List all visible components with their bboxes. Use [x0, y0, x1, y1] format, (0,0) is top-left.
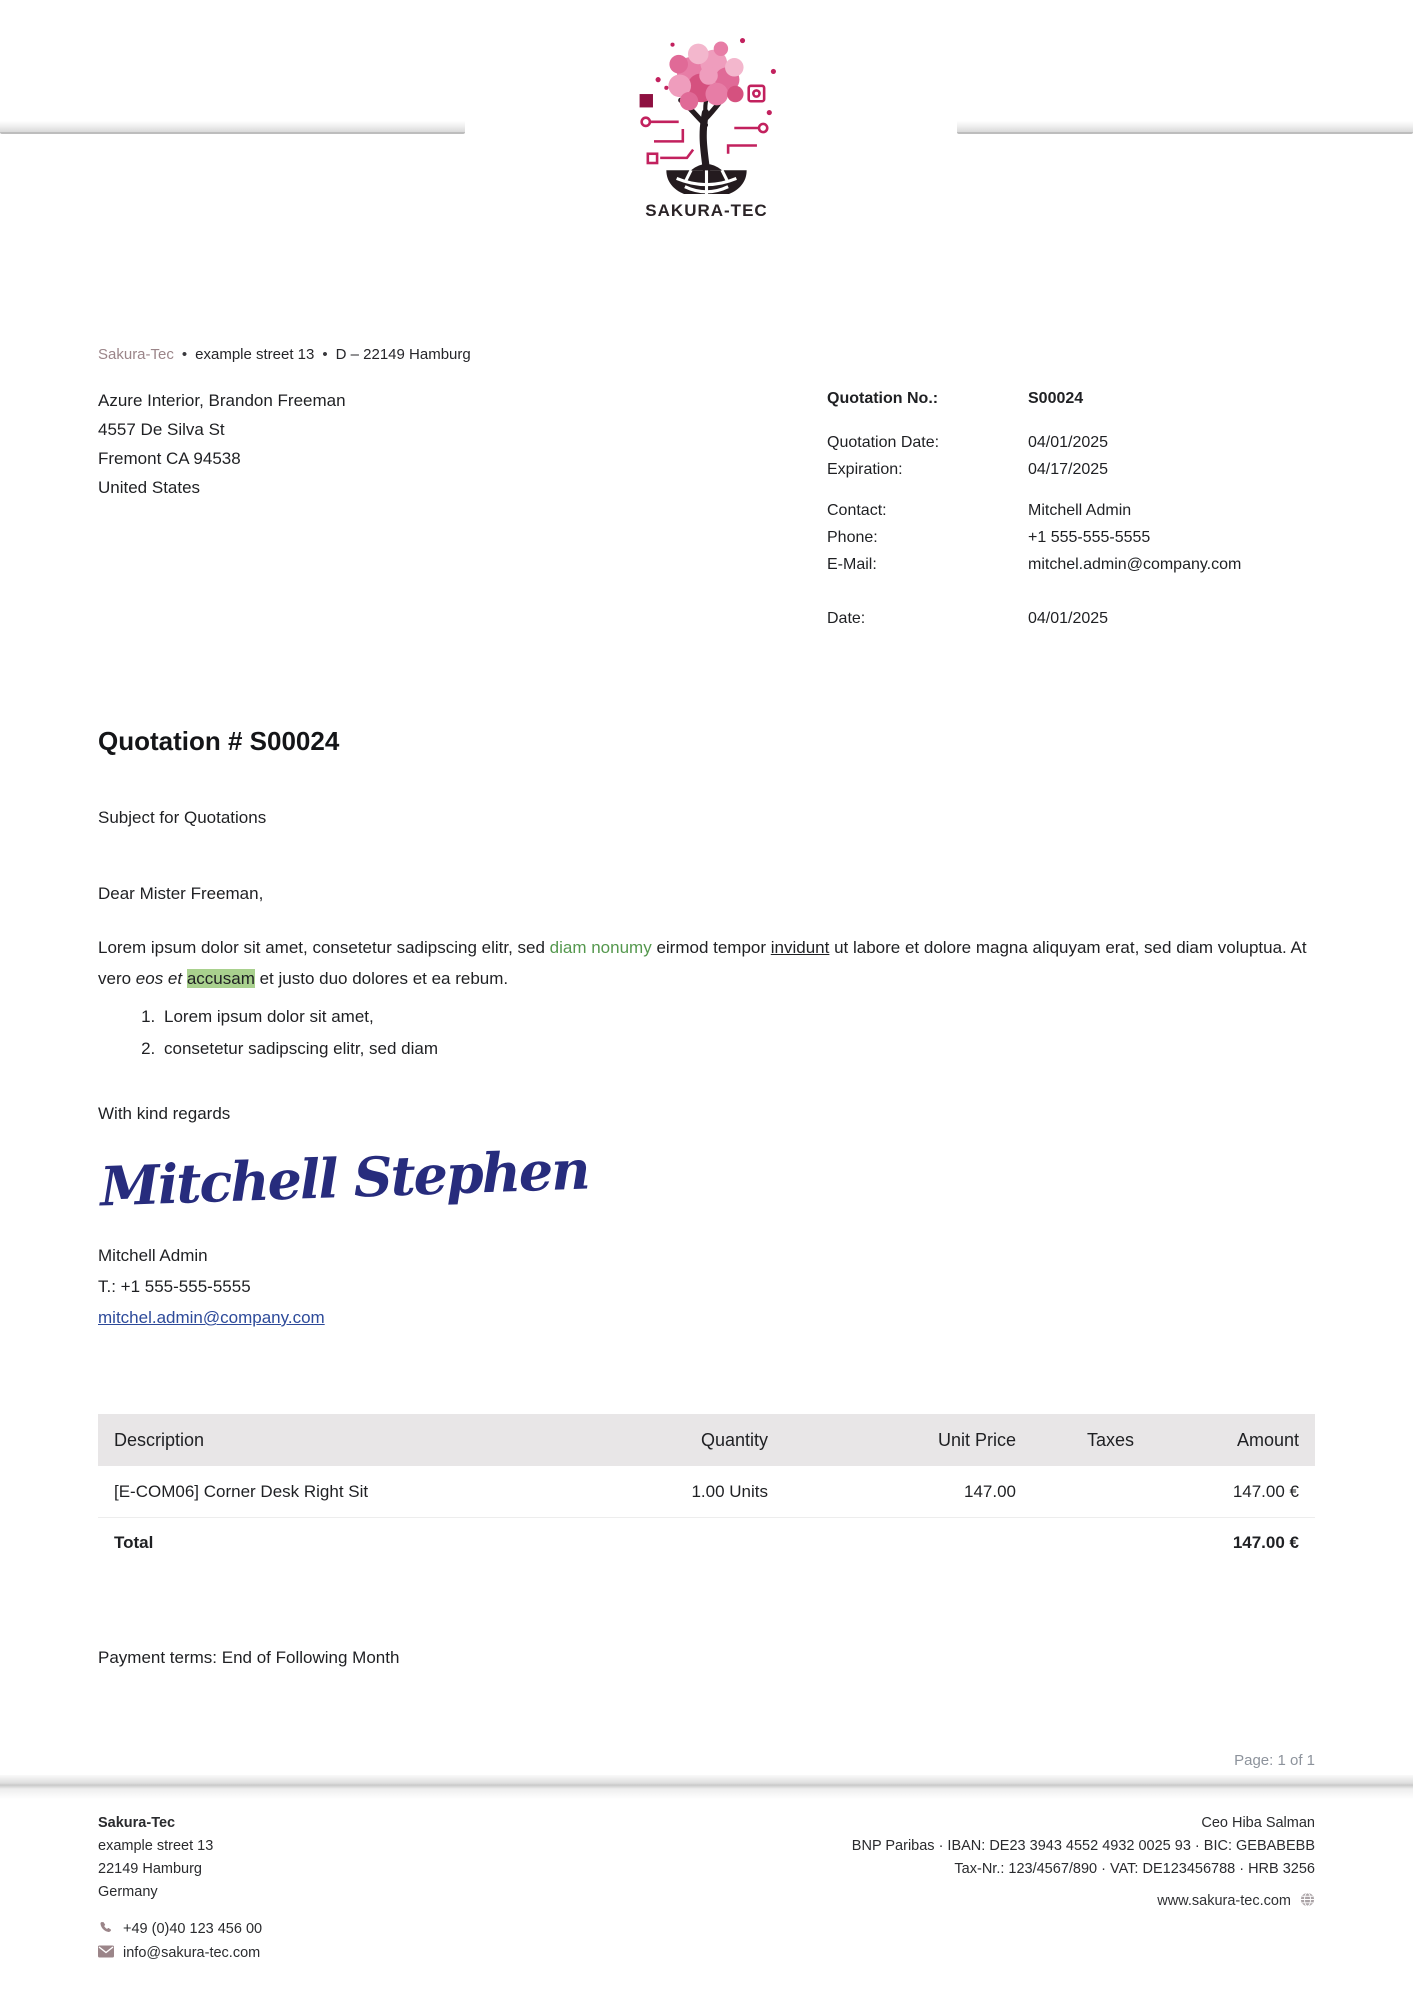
- salutation: Dear Mister Freeman,: [98, 884, 264, 903]
- logo-wordmark: SAKURA-TEC: [645, 201, 768, 220]
- expiration-value: 04/17/2025: [1028, 461, 1109, 478]
- signature-details-block: [98, 1240, 325, 1333]
- list-item: 1. Lorem ipsum dolor sit amet,: [160, 1001, 1320, 1033]
- contact-value: Mitchell Admin: [1028, 502, 1132, 519]
- payment-terms: Payment terms: End of Following Month: [98, 1648, 400, 1667]
- body-paragraph: [98, 932, 1320, 994]
- body-numbered-list: [98, 1001, 1320, 1065]
- footer-company-street: example street 13: [98, 1838, 214, 1854]
- footer-website[interactable]: www.sakura-tec.com: [1157, 1893, 1291, 1909]
- footer-company-block: [98, 1812, 262, 1965]
- quotation-date-label: Quotation Date:: [827, 434, 940, 451]
- footer-website-line: [852, 1890, 1315, 1913]
- list-item: 2. consetetur sadipscing elitr, sed diam: [160, 1033, 1320, 1065]
- total-amount: 147.00 €: [1232, 1533, 1299, 1552]
- cell-amount: 147.00 €: [1134, 1466, 1315, 1518]
- col-header-taxes: Taxes: [1016, 1414, 1134, 1466]
- cell-unit-price: 147.00: [768, 1466, 1016, 1518]
- cherry-blossom-tree-icon: [619, 26, 794, 194]
- body-text-green: diam nonumy: [549, 938, 652, 957]
- footer-email-line: [98, 1941, 262, 1965]
- envelope-icon: [98, 1945, 114, 1958]
- separator-dot: •: [322, 346, 328, 363]
- subject-line: Subject for Quotations: [98, 808, 267, 827]
- footer-ceo: Ceo Hiba Salman: [1201, 1815, 1315, 1831]
- footer-company-city: 22149 Hamburg: [98, 1861, 202, 1877]
- body-text-block: [98, 932, 1320, 1065]
- phone-row: [827, 529, 1150, 547]
- expiration-label: Expiration:: [827, 461, 903, 478]
- quotation-number-row: [827, 390, 1083, 408]
- footer-tax-line: Tax-Nr.: 123/4567/890 · VAT: DE123456788 · HRB 3256: [954, 1861, 1315, 1877]
- recipient-street: 4557 De Silva St: [98, 420, 225, 439]
- col-header-unit-price: Unit Price: [768, 1414, 1016, 1466]
- footer-contact-block: [98, 1917, 262, 1965]
- cell-description: [E-COM06] Corner Desk Right Sit: [98, 1466, 658, 1518]
- quotation-date-row: [827, 434, 1108, 452]
- footer-bank-line: BNP Paribas · IBAN: DE23 3943 4552 4932 0025 93 · BIC: GEBABEBB: [851, 1838, 1315, 1854]
- expiration-row: [827, 461, 1108, 479]
- signer-name: Mitchell Admin: [98, 1246, 208, 1265]
- globe-icon: [1300, 1892, 1315, 1907]
- date-row: [827, 610, 1108, 628]
- top-fold-bar-right: [957, 121, 1413, 134]
- cell-taxes: [1016, 1466, 1134, 1518]
- recipient-country: United States: [98, 478, 201, 497]
- quotation-number-value: S00024: [1028, 390, 1084, 407]
- body-text-plain: Lorem ipsum dolor sit amet, consetetur sadipscing elitr, sed: [98, 938, 550, 957]
- phone-icon: [98, 1921, 114, 1934]
- sender-region: D – 22149 Hamburg: [335, 346, 471, 363]
- page-title: Quotation # S00024: [98, 726, 340, 756]
- col-header-quantity: Quantity: [658, 1414, 768, 1466]
- footer-company-name: Sakura-Tec: [98, 1815, 176, 1831]
- total-label: Total: [114, 1533, 154, 1552]
- line-items-table: [98, 1414, 1315, 1568]
- page-indicator: Page: 1 of 1: [1234, 1752, 1315, 1769]
- body-text-underlined: invidunt: [770, 938, 830, 957]
- top-fold-bar-left: [0, 121, 465, 134]
- footer-phone: +49 (0)40 123 456 00: [123, 1921, 263, 1937]
- recipient-name: Azure Interior, Brandon Freeman: [98, 391, 346, 410]
- company-logo: [577, 26, 837, 221]
- sender-street: example street 13: [195, 346, 315, 363]
- table-total-row: [98, 1518, 1315, 1569]
- separator-dot: •: [181, 346, 188, 363]
- signer-email-link[interactable]: mitchel.admin@company.com: [98, 1308, 325, 1327]
- footer-legal-block: [852, 1812, 1315, 1913]
- phone-label: Phone:: [827, 529, 878, 546]
- footer-divider: [0, 1775, 1413, 1799]
- sender-return-address: [98, 346, 471, 363]
- body-text-plain: ut labore et dolore magna aliquyam erat, sed diam voluptua. At vero: [98, 938, 1307, 988]
- email-value: mitchel.admin@company.com: [1028, 556, 1242, 573]
- col-header-amount: Amount: [1134, 1414, 1315, 1466]
- quotation-number-label: Quotation No.:: [827, 390, 939, 407]
- handwritten-signature: Mitchell Stephen: [99, 1137, 590, 1219]
- contact-label: Contact:: [827, 502, 887, 519]
- footer-email: info@sakura-tec.com: [123, 1945, 261, 1961]
- body-text-highlighted: accusam: [186, 969, 255, 988]
- recipient-city: Fremont CA 94538: [98, 449, 241, 468]
- body-text-italic: eos et: [135, 969, 183, 988]
- date-value: 04/01/2025: [1028, 610, 1109, 627]
- col-header-description: Description: [98, 1414, 658, 1466]
- contact-row: [827, 502, 1131, 520]
- table-row: [98, 1466, 1315, 1518]
- footer-company-country: Germany: [98, 1884, 158, 1900]
- cell-quantity: 1.00 Units: [658, 1466, 768, 1518]
- recipient-address-block: [98, 386, 346, 502]
- date-label: Date:: [827, 610, 866, 627]
- closing-regards: With kind regards: [98, 1104, 231, 1123]
- signer-phone: T.: +1 555-555-5555: [98, 1277, 251, 1296]
- body-text-plain: eirmod tempor: [651, 938, 771, 957]
- quotation-date-value: 04/01/2025: [1028, 434, 1109, 451]
- sender-company: Sakura-Tec: [98, 346, 174, 363]
- email-label: E-Mail:: [827, 556, 877, 573]
- footer-phone-line: [98, 1917, 262, 1941]
- phone-value: +1 555-555-5555: [1028, 529, 1151, 546]
- table-header-row: [98, 1414, 1315, 1466]
- body-text-plain: et justo duo dolores et ea rebum.: [254, 969, 509, 988]
- email-row: [827, 556, 1241, 574]
